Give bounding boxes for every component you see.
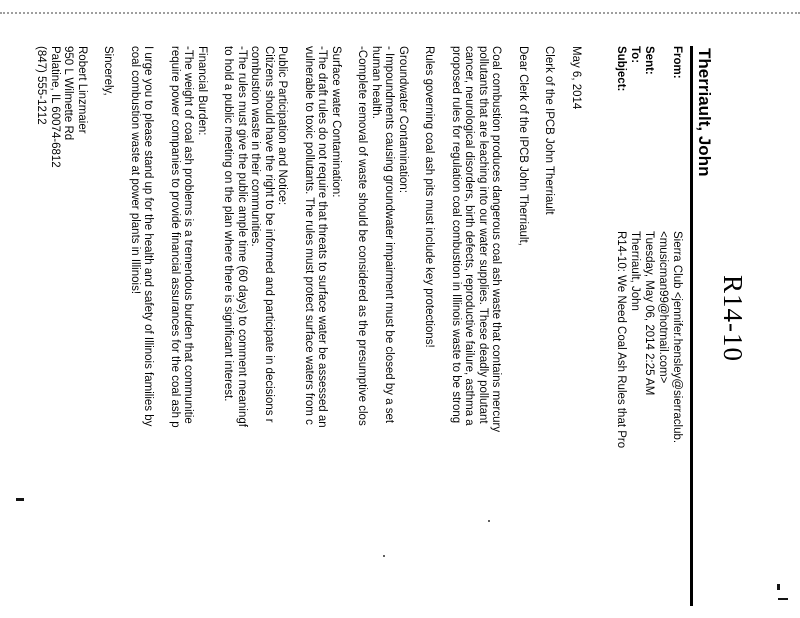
section-surface-water xyxy=(302,46,343,618)
text-line: Citizens should have the right to be informed and participate in decisions r xyxy=(263,46,275,423)
sender-name-heading: Therriault, John xyxy=(695,48,714,177)
signer-name: Robert Linzmaier xyxy=(76,46,88,134)
scan-speck xyxy=(488,520,490,522)
header-value: <musicman99@hotmail.com> xyxy=(657,231,669,384)
header-label: Sent: xyxy=(643,46,655,75)
header-label: To: xyxy=(629,46,641,64)
signer-street: 950 L Wilmette Rd xyxy=(62,46,75,141)
header-from-row-cont xyxy=(656,46,670,448)
text-line: combustion waste in their communities. xyxy=(249,46,262,247)
text-line: coal combustion waste at power plants in Illinois! xyxy=(129,46,141,295)
section-heading: Financial Burden: xyxy=(196,46,208,136)
docket-number: R14-10 xyxy=(718,275,748,362)
text-line: -The weight of coal ash problems is a tremendous burden that communitie xyxy=(182,46,195,424)
header-subject-row xyxy=(614,46,628,448)
letter-body xyxy=(34,46,582,618)
text-line: Coal combustion produces dangerous coal ash waste that contains mercury xyxy=(490,46,503,433)
closing-request xyxy=(128,46,155,618)
text-line: human health. xyxy=(370,46,382,119)
scan-speck xyxy=(383,555,385,557)
text-line: to hold a public meeting on the plan where there is significant interest. xyxy=(222,46,235,402)
header-label-spacer xyxy=(656,46,670,231)
email-header xyxy=(614,46,684,448)
signer-city: Palatine, IL 60074-6812 xyxy=(49,46,61,168)
rules-statement: Rules governing coal ash pits must include key protections! xyxy=(423,46,436,348)
signature-block xyxy=(34,46,88,618)
text-line: I urge you to please stand up for the health and safety of Illinois families by xyxy=(142,46,155,427)
text-line: cancer, neurological disorders, birth defects, reproductive failure, asthma a xyxy=(463,46,476,426)
section-heading: Surface water Contamination: xyxy=(330,46,342,198)
header-value: Sierra Club <jennifer.hensley@sierraclub. xyxy=(671,231,683,444)
text-line: require power companies to provide financial assurances for the coal ash p xyxy=(169,46,181,428)
letter-salutation: Dear Clerk of the IPCB John Therriault, xyxy=(517,46,529,246)
letter-addressee: Clerk of the IPCB John Therriault xyxy=(543,46,556,215)
section-financial-burden xyxy=(168,46,209,618)
header-rule xyxy=(690,46,693,606)
header-value: Therriault, John xyxy=(629,231,641,311)
section-groundwater xyxy=(355,46,409,618)
header-to-row xyxy=(628,46,642,448)
text-line: vulnerable to toxic pollutants. The rules must protect surface waters from c xyxy=(303,46,315,425)
header-value: Tuesday, May 06, 2014 2:25 AM xyxy=(643,231,655,396)
text-line: - Impoundments causing groundwater impairment must be closed by a set xyxy=(383,46,396,424)
letter-date: May 6, 2014 xyxy=(570,46,582,110)
letter-signoff: Sincerely, xyxy=(102,46,115,96)
header-label: From: xyxy=(671,46,683,79)
text-line: -The rules must give the public ample time (60 days) to comment meaningf xyxy=(236,46,248,427)
section-heading: Public Participation and Notice: xyxy=(276,46,289,206)
scan-mark xyxy=(16,498,24,501)
section-public-participation xyxy=(221,46,289,618)
text-line: -Complete removal of waste should be considered as the presumptive clos xyxy=(356,46,369,426)
text-line: pollutants that are leaching into our water supplies. These deadly pollutant xyxy=(477,46,489,424)
header-sent-row xyxy=(642,46,656,448)
header-label: Subject: xyxy=(615,46,627,92)
header-value: R14-10: We Need Coal Ash Rules that Pro xyxy=(615,231,627,449)
section-heading: Groundwater Contamination: xyxy=(397,46,409,194)
header-from-row xyxy=(670,46,684,448)
text-line: proposed rules for regulation coal combustion in Illinois waste to be strong xyxy=(450,46,462,424)
signer-phone: (847) 555-1212 xyxy=(35,46,48,125)
text-line: -The draft rules do not require that threats to surface water be assessed an xyxy=(316,46,329,428)
intro-paragraph xyxy=(449,46,503,618)
